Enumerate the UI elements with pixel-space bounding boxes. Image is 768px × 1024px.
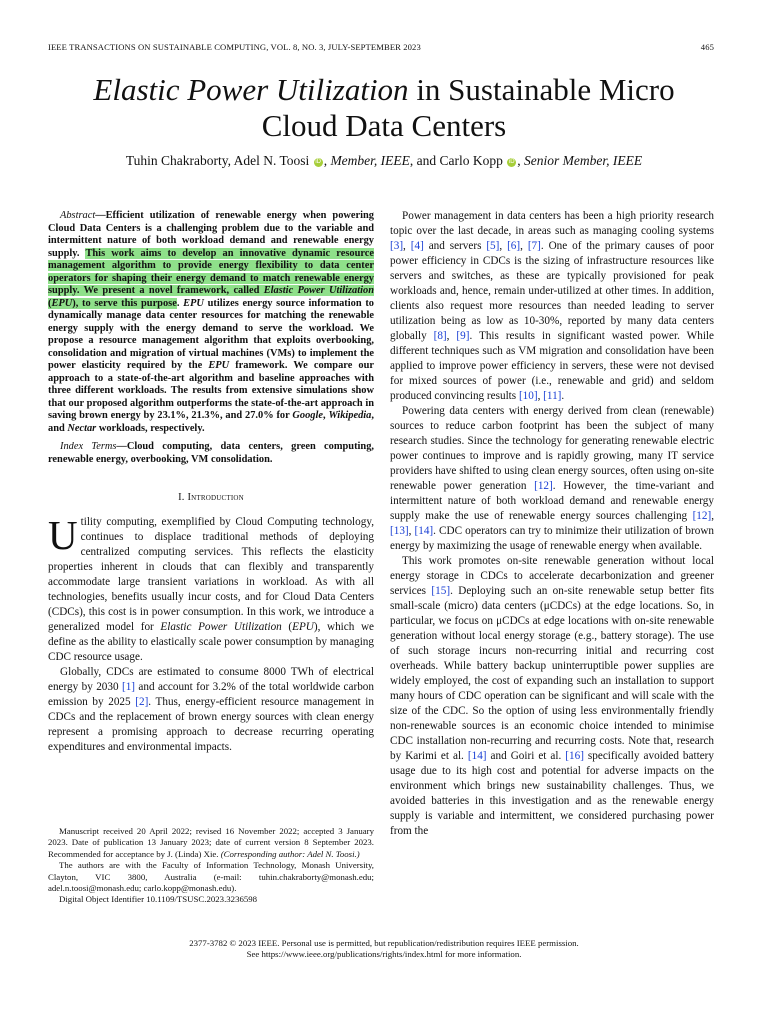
citation-link[interactable]: [5]	[486, 240, 500, 252]
body-paragraph: Powering data centers with energy derived from clean (renewable) sources to reduce carbon footprint has been the subject of many research studies. Since the technology for generating renewable electric power continues to improve and is rapidly growing, many IT service providers have shifted to using clean energy sources, often using on-site renewable power generation [12]. However, the time-variant and intermittent nature of both workload demand and renewable energy supply make the use of renewable energy sources challenging [12], [13], [14]. CDC operators can try to minimize their utilization of brown energy by maximizing the usage of renewable energy when available.	[390, 405, 715, 552]
citation-link[interactable]: [1]	[121, 681, 136, 693]
citation-link[interactable]: [12]	[534, 480, 553, 492]
copyright-footer	[0, 938, 768, 960]
title-line2: Cloud Data Centers	[261, 108, 507, 143]
paper-title	[0, 72, 768, 144]
abstract: Abstract—Efficient utilization of renewable energy when powering Cloud Data Centers is a challenging problem due to the variable and intermittent nature of both workload demand and renewable energy supply. This work aims to develop an innovative dynamic resource management algorithm to provide energy flexibility to data center operators for shaping their energy demand to match renewable energy supply. We present a novel framework, called Elastic Power Utilization (EPU), to serve this purpose. EPU utilizes energy source information to dynamically manage data center resources for matching the renewable energy supply with the energy demand to serve the workload. We propose a resource management algorithm that exploits overbooking, consolidation and migration of virtual machines (VMs) to implement the power elasticity required by the EPU framework. We compare our approach to a state-of-the-art algorithm and baseline approaches with three different workloads. The results from extensive simulations show that our proposed algorithm outperforms the state-of-the-art approach in saving brown energy by 23.1%, 21.3%, and 27.0% for Google, Wikipedia, and Nectar workloads, respectively.	[48, 210, 374, 434]
title-rest: in Sustainable Micro	[408, 72, 675, 107]
author-role-1: Member, IEEE	[330, 153, 410, 168]
author-line: Tuhin Chakraborty, Adel N. Toosi iD , Member, IEEE, and Carlo Kopp iD , Senior Member, IEEE	[125, 153, 643, 168]
citation-link[interactable]: [14]	[467, 750, 487, 762]
body-paragraph: This work promotes on-site renewable generation without local energy storage in CDCs to accelerate decarbonization and greener services [15]. Deploying such an on-site renewable setup better fits small-scale (micro) data centers (μCDCs) at the edge locations. So, in particular, we focus on μCDCs at edge locations with on-site renewable generation without local energy storage (e.g., battery storage). The use of such storage incurs non-recurring initial and recurring cost overheads. While battery backup uninterruptible power supplies are widely employed, the cost of expanding such an installation to support many hours of CDC operation can be significant and will scale with the size of the CDC. So the option of using less environmentally friendly non-renewable sources is an economic choice intended to minimise CDC installation non-recurring and recurring costs. Note that, research by Karimi et al. [14] and Goiri et al. [16] specifically avoided battery usage due to its high cost and potential for adverse impacts on the environment which brings new sustainability challenges. Thus, we avoided batteries in this investigation and as the renewable energy supply is variable and intermittent, we considered purchasing power from the	[390, 555, 714, 837]
orcid-icon[interactable]: iD	[508, 159, 515, 165]
citation-link[interactable]: [4]	[410, 240, 424, 252]
citation-link[interactable]: [7]	[527, 240, 541, 252]
journal-name: IEEE TRANSACTIONS ON SUSTAINABLE COMPUTING, VOL. 8, NO. 3, JULY-SEPTEMBER 2023	[48, 42, 421, 52]
citation-link[interactable]: [2]	[135, 696, 149, 708]
footnote-doi: Digital Object Identifier 10.1109/TSUSC.2023.3236598	[59, 894, 258, 905]
citation-link[interactable]: [13]	[390, 525, 409, 537]
citation-link[interactable]: [8]	[433, 330, 447, 342]
author-names-2: , and Carlo Kopp	[409, 153, 503, 168]
running-header	[48, 42, 714, 52]
citation-link[interactable]: [12]	[692, 510, 712, 522]
citation-link[interactable]: [3]	[390, 240, 404, 252]
body-paragraph: Power management in data centers has been a high priority research topic over the last decade, in areas such as managing cooling systems [3], [4] and servers [5], [6], [7]. One of the primary causes of poor power efficiency in CDCs is the sizing of infrastructure resources like servers and switches, as these are typically provisioned for peak workloads and, hence, remain under-utilized at other times. In addition, clients also request more resources than needed leading to server utilization being as low as 10-30%, reported by many data centers globally [8], [9]. This results in significant wasted power. While different techniques such as VM migration and consolidation have been applied to improve power efficiency in servers, these were not devised for mixed sources of power (i.e., renewable and grid) and seldom produced convincing results [10], [11].	[390, 210, 715, 402]
orcid-icon[interactable]: iD	[315, 159, 322, 165]
highlighted-text: This work aims to develop an innovative dynamic resource management algorithm to provide energy flexibility to data center operators for shaping their energy demand to match renewable energy supply. We present a novel framework, called Elastic Power Utilization (EPU), to serve this purpose	[48, 247, 374, 309]
drop-cap: U	[48, 512, 78, 558]
citation-link[interactable]: [10]	[518, 390, 538, 402]
author-role-2: Senior Member, IEEE	[524, 153, 643, 168]
left-column	[48, 210, 374, 755]
intro-paragraph-1: Utility computing, exemplified by Cloud Computing technology, continues to displace traditional methods of deploying centralized computing services. This reflects the elasticity properties inherent in clouds that can flexibly and transparently accommodate large transient variations in workload. As with all technologies, benefits usually incur costs, and for Cloud Data Centers (CDCs), this cost is in power consumption. In this work, we introduce a generalized model for Elastic Power Utilization (EPU), which we define as the ability to elastically scale power consumption by managing CDC resource usage.	[48, 512, 374, 663]
section-heading: I. Introduction	[178, 492, 244, 503]
citation-link[interactable]: [11]	[543, 390, 562, 402]
page-number: 465	[700, 42, 714, 52]
citation-link[interactable]: [9]	[456, 330, 470, 342]
footnote-manuscript: Manuscript received 20 April 2022; revised 16 November 2022; accepted 3 January 2023. Date of publication 13 January 2023; date of current version 8 September 2023. Recommended for acceptance by J. (Linda) Xie. (Corresponding author: Adel N. Toosi.)	[48, 826, 374, 859]
citation-link[interactable]: [6]	[507, 240, 521, 252]
author-names-1: Tuhin Chakraborty, Adel N. Toosi	[125, 153, 310, 168]
copyright-line: 2377-3782 © 2023 IEEE. Personal use is permitted, but republication/redistribution requires IEEE permission.	[189, 938, 579, 948]
citation-link[interactable]: [14]	[414, 525, 434, 537]
title-italic: Elastic Power Utilization	[93, 72, 409, 107]
rights-link-line: See https://www.ieee.org/publications/rights/index.html for more information.	[246, 949, 522, 959]
citation-link[interactable]: [15]	[431, 585, 451, 597]
index-terms: Index Terms—Cloud computing, data centers, green computing, renewable energy, overbooking, VM consolidation.	[48, 441, 374, 465]
citation-link[interactable]: [16]	[565, 750, 584, 762]
right-column	[390, 209, 714, 839]
footnote	[48, 826, 374, 906]
footnote-affiliation: The authors are with the Faculty of Information Technology, Monash University, Clayton, VIC 3800, Australia (e-mail: tuhin.chakraborty@monash.edu; adel.n.toosi@monash.edu; carlo.kopp@monash.edu).	[48, 860, 374, 894]
intro-paragraph-2: Globally, CDCs are estimated to consume 8000 TWh of electrical energy by 2030 [1] and account for 3.2% of the total worldwide carbon emission by 2025 [2]. Thus, energy-efficient resource management in CDCs and the replacement of brown energy sources with clean energy represent a promising approach to decrease recurring operating expenditures and environmental impacts.	[48, 666, 374, 753]
